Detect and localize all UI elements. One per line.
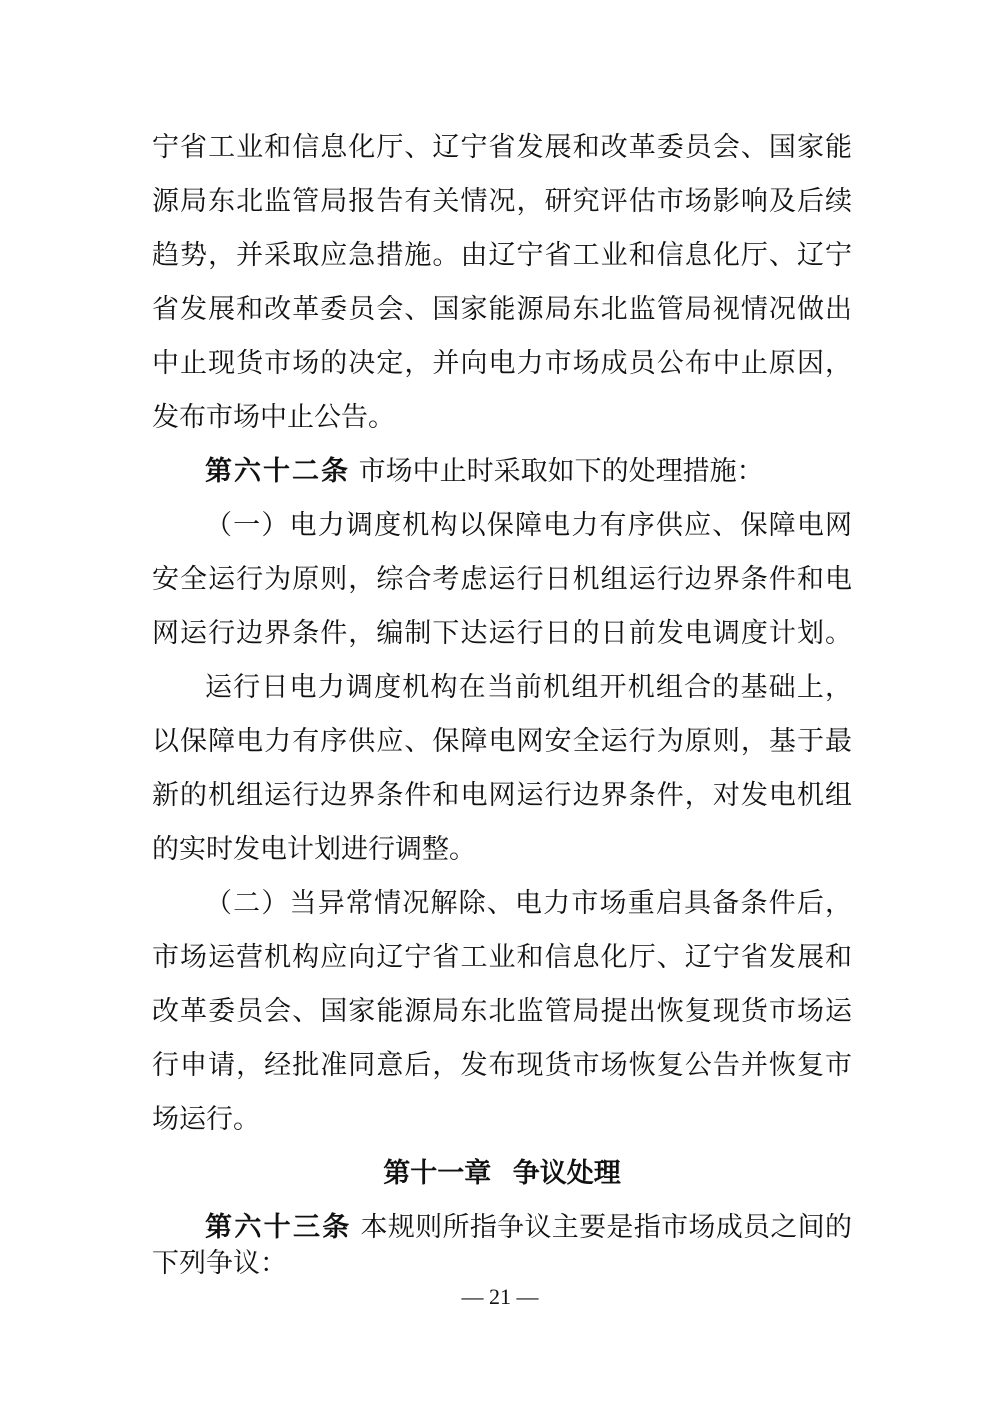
paragraph-2-line: 以保障电力有序供应、保障电网安全运行为原则，基于最 [152,726,852,757]
item-1-line: 网运行边界条件，编制下达运行日的日前发电调度计划。 [152,618,852,649]
paragraph-line: 发布市场中止公告。 [152,402,395,433]
item-2-line: 行申请，经批准同意后，发布现货市场恢复公告并恢复市 [152,1050,852,1081]
paragraph-line: 中止现货市场的决定，并向电力市场成员公布中止原因， [152,348,852,379]
paragraph-line: 趋势，并采取应急措施。由辽宁省工业和信息化厅、辽宁 [152,240,852,271]
article-63-continuation: 下列争议： [152,1248,287,1279]
article-62 [205,452,852,492]
item-2-line: 市场运营机构应向辽宁省工业和信息化厅、辽宁省发展和 [152,942,852,973]
paragraph-2-line: 运行日电力调度机构在当前机组开机组合的基础上， [205,672,852,703]
article-63-title: 第六十三条 [205,1212,352,1243]
item-2-line: 场运行。 [152,1104,260,1135]
item-2-line: 改革委员会、国家能源局东北监管局提出恢复现货市场运 [152,996,852,1027]
chapter-heading [152,1154,852,1194]
article-62-title: 第六十二条 [205,456,350,487]
chapter-title: 争议处理 [512,1158,621,1189]
article-63-text: 本规则所指争议主要是指市场成员之间的 [360,1212,853,1243]
chapter-number: 第十一章 [383,1158,492,1189]
item-1-line: （一）电力调度机构以保障电力有序供应、保障电网 [205,510,852,541]
paragraph-line: 源局东北监管局报告有关情况，研究评估市场影响及后续 [152,186,852,217]
item-1-line: 安全运行为原则，综合考虑运行日机组运行边界条件和电 [152,564,852,595]
article-63 [205,1208,852,1248]
paragraph-2-line: 的实时发电计划进行调整。 [152,834,476,865]
paragraph-line: 省发展和改革委员会、国家能源局东北监管局视情况做出 [152,294,852,325]
page-number: — 21 — [461,1284,539,1309]
paragraph-line: 宁省工业和信息化厅、辽宁省发展和改革委员会、国家能 [152,132,852,163]
item-2-line: （二）当异常情况解除、电力市场重启具备条件后， [205,888,852,919]
article-62-text: 市场中止时采取如下的处理措施： [358,456,764,487]
paragraph-2-line: 新的机组运行边界条件和电网运行边界条件，对发电机组 [152,780,852,811]
